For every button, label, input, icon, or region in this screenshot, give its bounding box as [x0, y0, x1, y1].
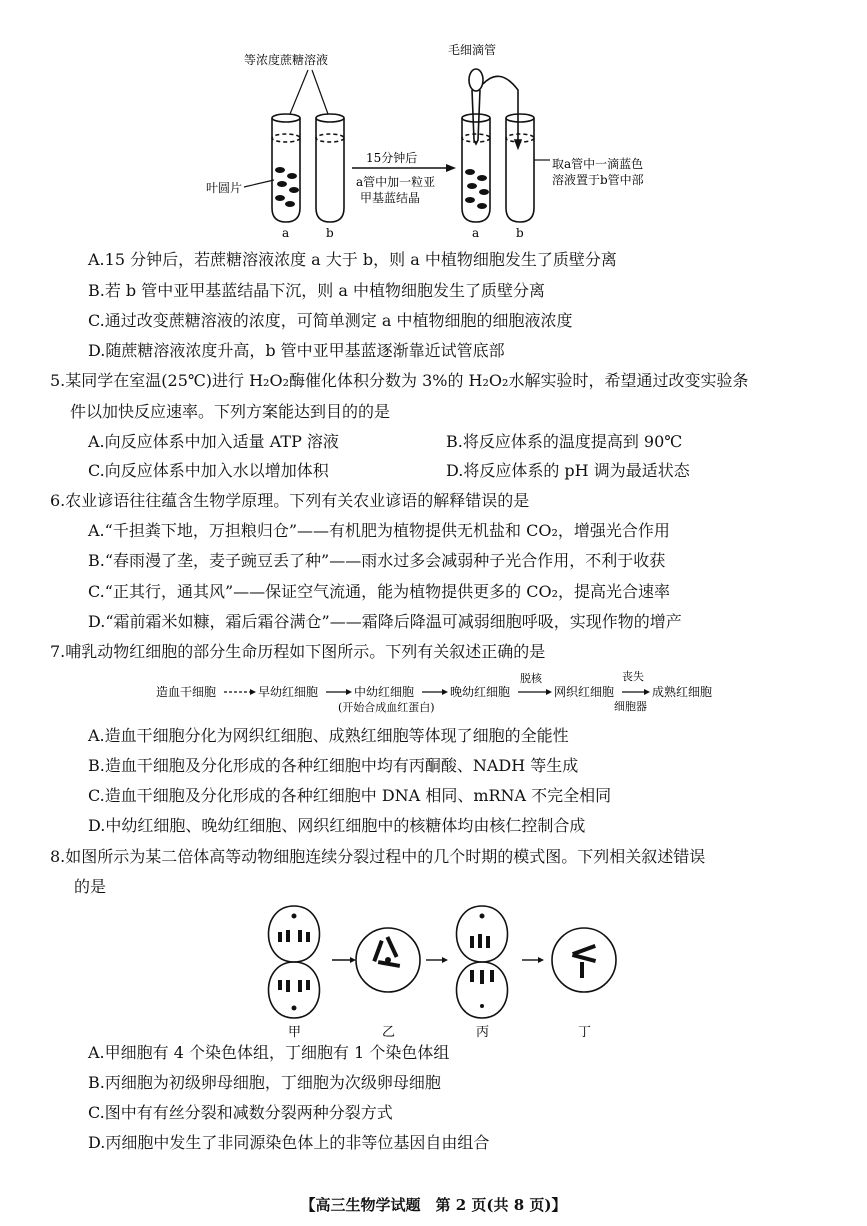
page-footer: 【高三生物学试题 第 2 页(共 8 页)】: [300, 1196, 567, 1214]
q8-option-a: A.甲细胞有 4 个染色体组，丁细胞有 1 个染色体组: [88, 1043, 450, 1062]
label-sucrose: 等浓度蔗糖溶液: [244, 53, 329, 67]
q4-option-d: D.随蔗糖溶液浓度升高，b 管中亚甲基蓝逐渐靠近试管底部: [88, 341, 505, 360]
q8-option-b: B.丙细胞为初级卵母细胞，丁细胞为次级卵母细胞: [88, 1073, 441, 1092]
flow-label-enucleation: 脱核: [520, 672, 542, 685]
q8-stem-2: 的是: [74, 877, 107, 896]
right-note-1: 取a管中一滴蓝色: [552, 157, 644, 171]
tube-a-left: [272, 114, 300, 222]
q5-option-a: A.向反应体系中加入适量 ATP 溶液: [88, 432, 339, 451]
q5-stem-2: 件以加快反应速率。下列方案能达到目的的是: [70, 402, 391, 421]
cell-ding: [552, 928, 616, 992]
q7-option-b: B.造血干细胞及分化形成的各种红细胞中均有丙酮酸、NADH 等生成: [88, 756, 579, 775]
q7-flow-diagram: [150, 668, 750, 716]
q5-option-b: B.将反应体系的温度提高到 90℃: [446, 432, 683, 451]
label-ding: 丁: [578, 1025, 592, 1040]
q8-option-c: C.图中有有丝分裂和减数分裂两种分裂方式: [88, 1103, 393, 1122]
cell-jia: [269, 906, 320, 1018]
q4-option-c: C.通过改变蔗糖溶液的浓度，可简单测定 a 中植物细胞的细胞液浓度: [88, 311, 573, 330]
flow-label-lose: 丧失: [622, 670, 644, 683]
flow-sub-note: (开始合成血红蛋白): [338, 701, 435, 714]
figure-tubes: [200, 40, 660, 240]
flow-mature: 成熟红细胞: [652, 685, 713, 699]
label-yi: 乙: [382, 1025, 396, 1040]
q5-option-c: C.向反应体系中加入水以增加体积: [88, 461, 329, 480]
q6-option-b: B.“春雨漫了垄，麦子豌豆丢了种”——雨水过多会减弱种子光合作用，不利于收获: [88, 551, 666, 570]
cell-yi: [356, 928, 420, 992]
q7-stem: 7.哺乳动物红细胞的部分生命历程如下图所示。下列有关叙述正确的是: [50, 642, 546, 661]
tube-b-left: [316, 114, 344, 222]
label-jia: 甲: [288, 1025, 302, 1040]
q7-option-d: D.中幼红细胞、晚幼红细胞、网织红细胞中的核糖体均由核仁控制合成: [88, 816, 586, 835]
tube-b-right: [506, 114, 534, 222]
flow-intermediate: 中幼红细胞: [354, 685, 415, 699]
tube-label-b-right: b: [516, 226, 524, 240]
flow-late: 晚幼红细胞: [450, 685, 511, 699]
q7-option-c: C.造血干细胞及分化形成的各种红细胞中 DNA 相同、mRNA 不完全相同: [88, 786, 612, 805]
q6-option-d: D.“霜前霜米如糠，霜后霜谷满仓”——霜降后降温可减弱细胞呼吸，实现作物的增产: [88, 612, 682, 631]
capillary-dropper: [469, 69, 521, 148]
q6-option-a: A.“千担粪下地，万担粮归仓”——有机肥为植物提供无机盐和 CO₂，增强光合作用: [88, 521, 670, 540]
right-note-2: 溶液置于b管中部: [552, 173, 644, 187]
arrow-label-top: 15分钟后: [366, 151, 418, 165]
leaf-discs-right: [465, 169, 489, 209]
label-capillary: 毛细滴管: [448, 43, 497, 57]
q8-option-d: D.丙细胞中发生了非同源染色体上的非等位基因自由组合: [88, 1133, 490, 1152]
q5-stem-1: 5.某同学在室温(25℃)进行 H₂O₂酶催化体积分数为 3%的 H₂O₂水解实验时，希望通过改变实验条: [50, 371, 749, 390]
cell-bing: [457, 906, 508, 1018]
flow-reticulocyte: 网织红细胞: [554, 685, 615, 699]
leaf-discs-left: [275, 167, 299, 207]
cell-division-figure: [250, 900, 630, 1040]
arrow-label-bottom-2: 甲基蓝结晶: [360, 191, 421, 205]
q6-option-c: C.“正其行，通其风”——保证空气流通，能为植物提供更多的 CO₂，提高光合速率: [88, 582, 670, 601]
tube-label-a-left: a: [282, 226, 290, 240]
q6-stem: 6.农业谚语往往蕴含生物学原理。下列有关农业谚语的解释错误的是: [50, 491, 530, 510]
label-bing: 丙: [476, 1025, 490, 1040]
flow-early: 早幼红细胞: [258, 685, 319, 699]
arrow-label-bottom-1: a管中加一粒亚: [356, 175, 436, 189]
q8-stem-1: 8.如图所示为某二倍体高等动物细胞连续分裂过程中的几个时期的模式图。下列相关叙述错误: [50, 847, 706, 866]
flow-hsc: 造血干细胞: [156, 685, 217, 699]
flow-label-organelle: 细胞器: [614, 700, 647, 713]
label-leaf: 叶圆片: [206, 181, 243, 195]
q7-option-a: A.造血干细胞分化为网织红细胞、成熟红细胞等体现了细胞的全能性: [88, 726, 569, 745]
tube-label-a-right: a: [472, 226, 480, 240]
q4-option-a: A.15 分钟后，若蔗糖溶液浓度 a 大于 b，则 a 中植物细胞发生了质壁分离: [88, 250, 617, 269]
tube-label-b-left: b: [326, 226, 334, 240]
q5-option-d: D.将反应体系的 pH 调为最适状态: [446, 461, 690, 480]
q4-option-b: B.若 b 管中亚甲基蓝结晶下沉，则 a 中植物细胞发生了质壁分离: [88, 281, 545, 300]
